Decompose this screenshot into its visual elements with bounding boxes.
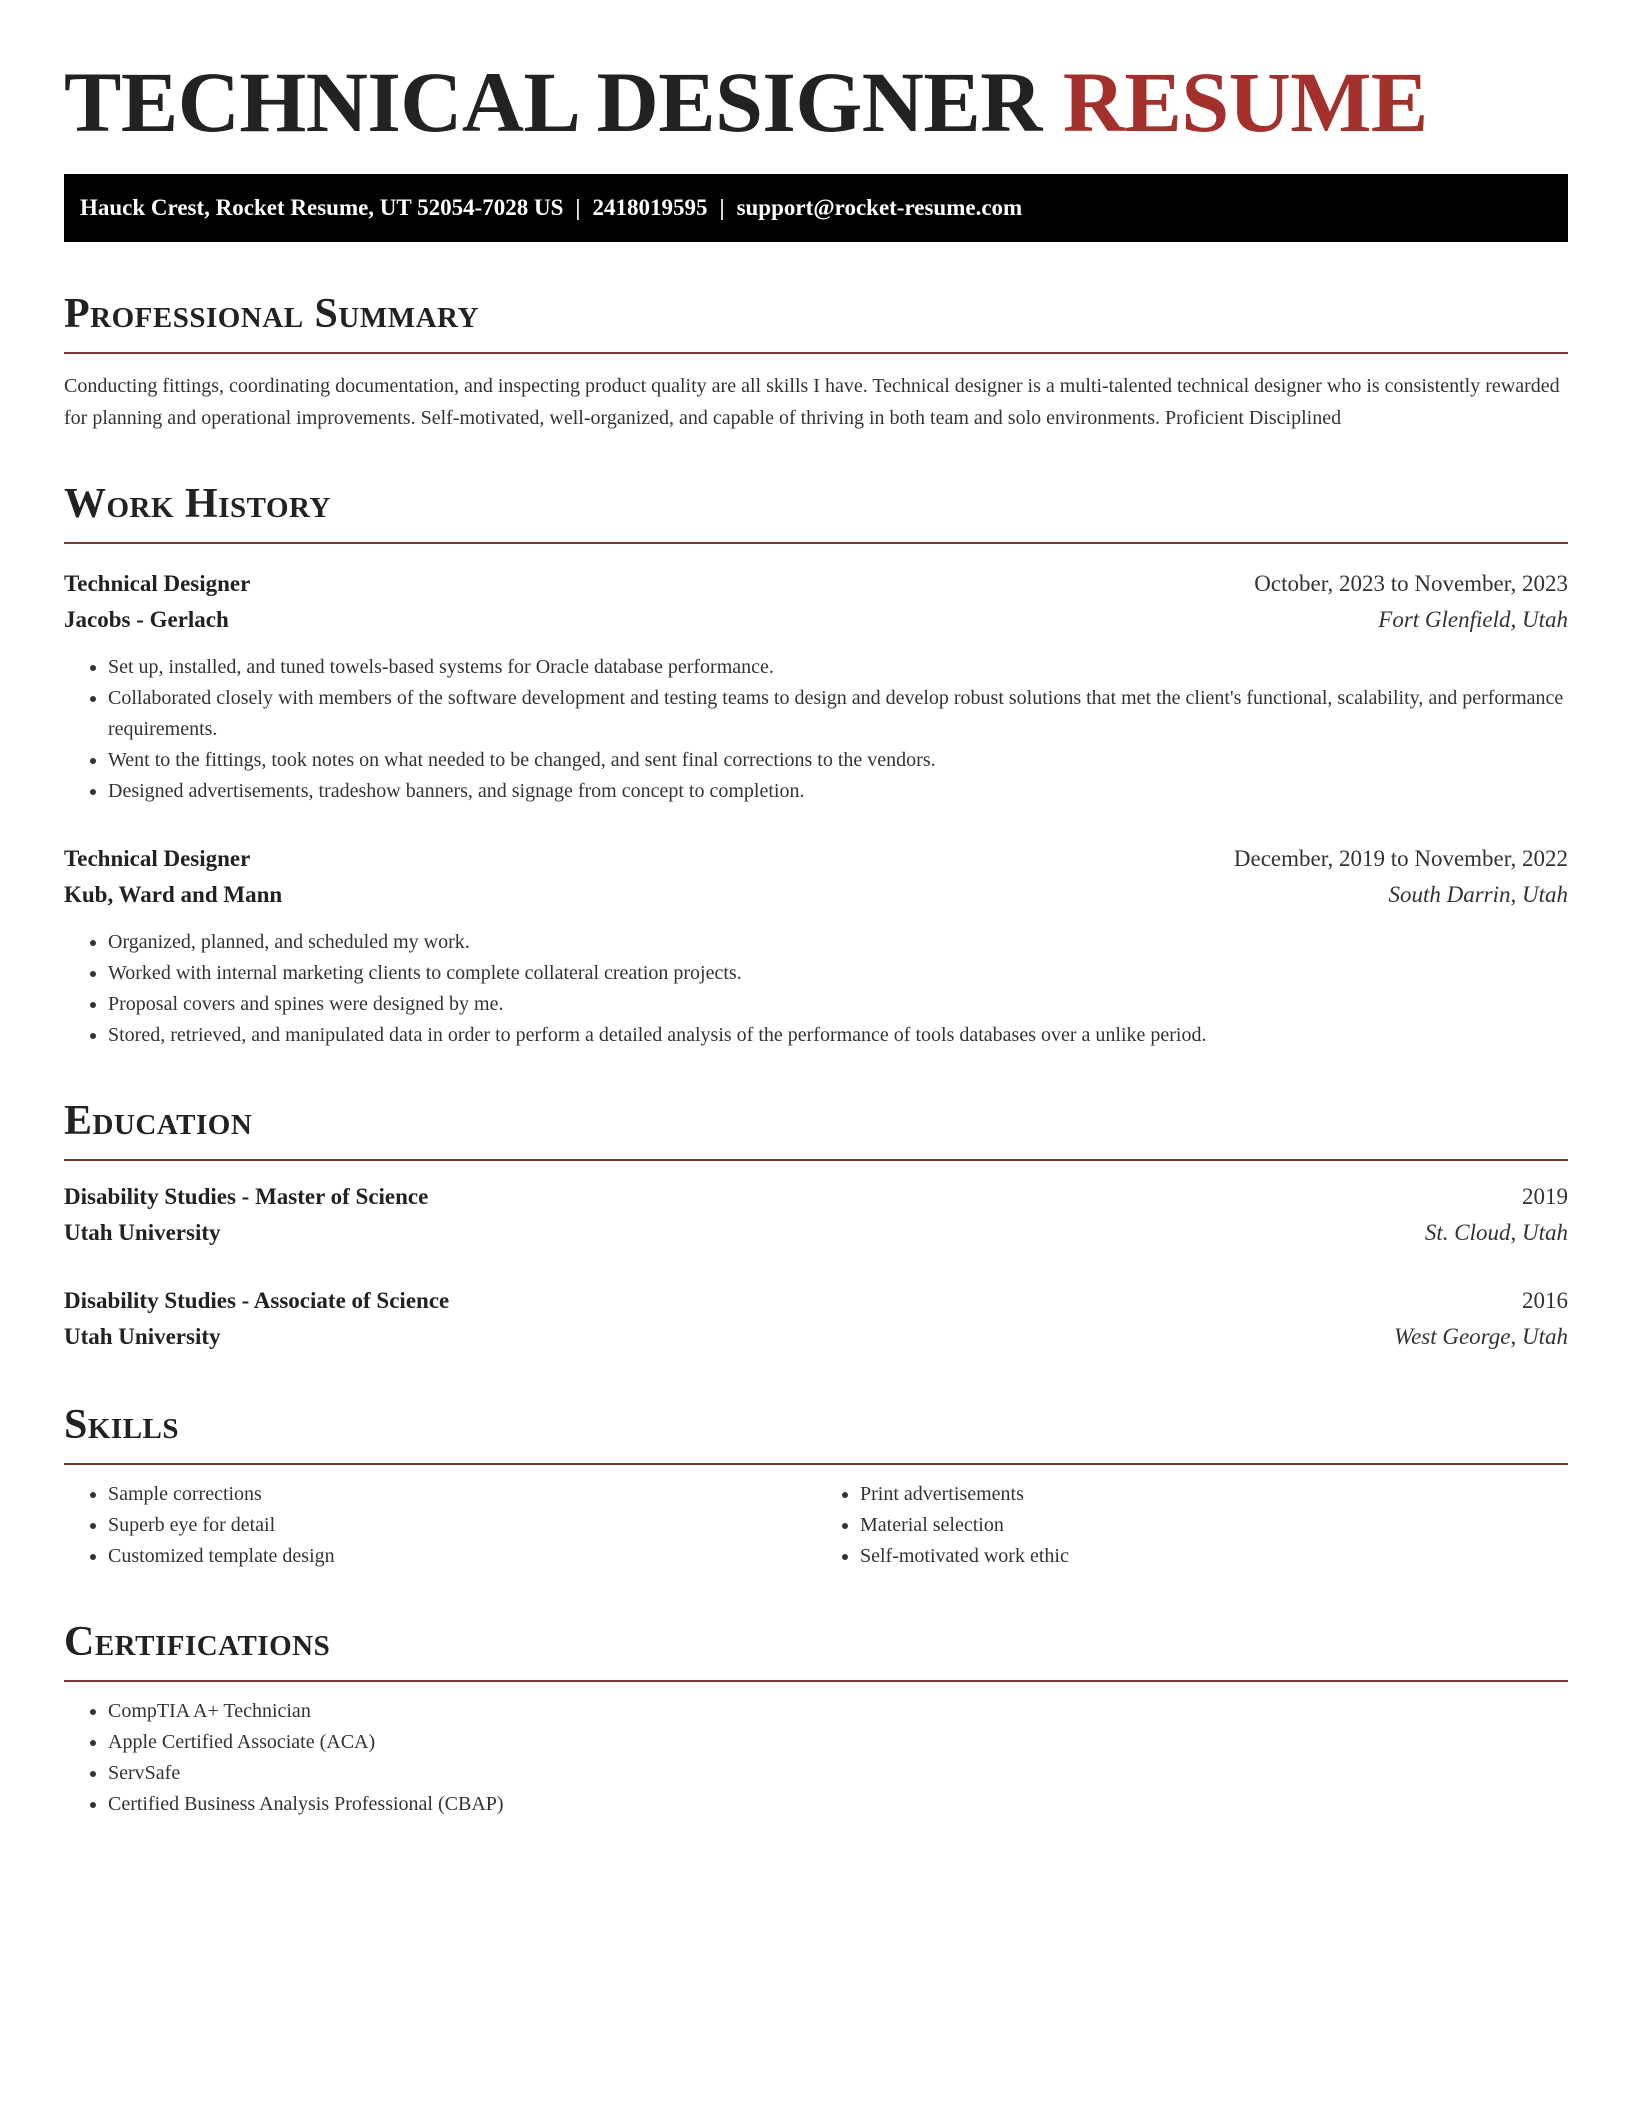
list-item: • ServSafe xyxy=(108,1758,1568,1789)
job-header-row xyxy=(64,841,1568,877)
list-item: • Proposal covers and spines were designed by me. xyxy=(108,989,1568,1020)
job-entry xyxy=(64,841,1568,1051)
education-location: St. Cloud, Utah xyxy=(1424,1220,1568,1245)
summary-section xyxy=(64,290,1568,434)
job-company-row xyxy=(64,602,1568,638)
section-divider xyxy=(64,352,1568,354)
education-entry xyxy=(64,1283,1568,1355)
summary-text: Conducting fittings, coordinating documentation, and inspecting product quality are all skills I have. Technical designer is a multi-talented technical designer who is consistently rewarded for planning and operational improvements. Self-motivated, well-organized, and capable of thriving in both team and solo environments. Proficient Disciplined xyxy=(64,375,1560,429)
contact-bar xyxy=(64,174,1568,242)
education-section xyxy=(64,1097,1568,1355)
section-divider xyxy=(64,542,1568,544)
list-item: • Designed advertisements, tradeshow banners, and signage from concept to completion. xyxy=(108,776,1568,807)
education-degree-row xyxy=(64,1179,1568,1215)
section-divider xyxy=(64,1463,1568,1465)
list-item: • Certified Business Analysis Professional (CBAP) xyxy=(108,1789,1568,1820)
skills-column-2 xyxy=(816,1479,1568,1572)
list-item: • Organized, planned, and scheduled my work. xyxy=(108,927,1568,958)
education-school: Utah University xyxy=(64,1220,221,1245)
job-company-row xyxy=(64,877,1568,913)
list-item: • Worked with internal marketing clients to complete collateral creation projects. xyxy=(108,958,1568,989)
certifications-section xyxy=(64,1618,1568,1820)
education-entry xyxy=(64,1179,1568,1251)
list-item: • Collaborated closely with members of the software development and testing teams to design and develop robust solutions that met the client's functional, scalability, and performance requirements. xyxy=(108,683,1568,745)
job-company: Jacobs - Gerlach xyxy=(64,607,229,632)
job-dates: December, 2019 to November, 2022 xyxy=(1233,846,1568,871)
list-item: • Set up, installed, and tuned towels-based systems for Oracle database performance. xyxy=(108,652,1568,683)
job-header-row xyxy=(64,566,1568,602)
section-divider xyxy=(64,1159,1568,1161)
job-location: Fort Glenfield, Utah xyxy=(1378,607,1568,632)
section-divider xyxy=(64,1680,1568,1682)
education-school: Utah University xyxy=(64,1324,221,1349)
list-item: • Superb eye for detail xyxy=(108,1510,816,1541)
list-item: • Print advertisements xyxy=(860,1479,1568,1510)
job-company: Kub, Ward and Mann xyxy=(64,882,283,907)
job-dates: October, 2023 to November, 2023 xyxy=(1254,571,1568,596)
education-degree-row xyxy=(64,1283,1568,1319)
summary-heading: Professional Summary xyxy=(64,291,479,337)
certifications-heading: Certifications xyxy=(64,1619,331,1665)
job-title: Technical Designer xyxy=(64,571,251,596)
list-item: • Material selection xyxy=(860,1510,1568,1541)
contact-address: Hauck Crest, Rocket Resume, UT 52054-7028 US xyxy=(80,195,564,220)
work-history-section xyxy=(64,480,1568,1051)
education-degree: Disability Studies - Master of Science xyxy=(64,1184,429,1209)
education-heading: Education xyxy=(64,1098,253,1144)
list-item: • Sample corrections xyxy=(108,1479,816,1510)
education-year: 2016 xyxy=(1522,1288,1568,1313)
skills-heading: Skills xyxy=(64,1402,180,1448)
list-item: • Stored, retrieved, and manipulated data in order to perform a detailed analysis of the performance of tools databases over a unlike period. xyxy=(108,1020,1568,1051)
contact-email: support@rocket-resume.com xyxy=(736,195,1023,220)
list-item: • CompTIA A+ Technician xyxy=(108,1696,1568,1727)
work-history-heading: Work History xyxy=(64,481,331,527)
list-item: • Customized template design xyxy=(108,1541,816,1572)
skills-grid xyxy=(64,1479,1568,1572)
skills-section xyxy=(64,1401,1568,1572)
title-main: TECHNICAL DESIGNER xyxy=(64,54,1042,150)
contact-separator: | xyxy=(719,195,725,220)
title-accent: RESUME xyxy=(1062,54,1428,150)
skills-column-1 xyxy=(64,1479,816,1572)
job-bullets xyxy=(64,927,1568,1051)
resume-page xyxy=(64,0,1568,1820)
contact-separator: | xyxy=(575,195,581,220)
contact-phone: 2418019595 xyxy=(592,195,708,220)
education-location: West George, Utah xyxy=(1394,1324,1568,1349)
list-item: • Went to the fittings, took notes on what needed to be changed, and sent final corrections to the vendors. xyxy=(108,745,1568,776)
education-year: 2019 xyxy=(1522,1184,1568,1209)
job-title: Technical Designer xyxy=(64,846,251,871)
education-school-row xyxy=(64,1215,1568,1251)
job-location: South Darrin, Utah xyxy=(1388,882,1568,907)
list-item: • Apple Certified Associate (ACA) xyxy=(108,1727,1568,1758)
job-entry xyxy=(64,566,1568,807)
education-degree: Disability Studies - Associate of Science xyxy=(64,1288,450,1313)
education-school-row xyxy=(64,1319,1568,1355)
list-item: • Self-motivated work ethic xyxy=(860,1541,1568,1572)
job-bullets xyxy=(64,652,1568,807)
resume-title xyxy=(64,56,1568,148)
certifications-list xyxy=(64,1696,1568,1820)
